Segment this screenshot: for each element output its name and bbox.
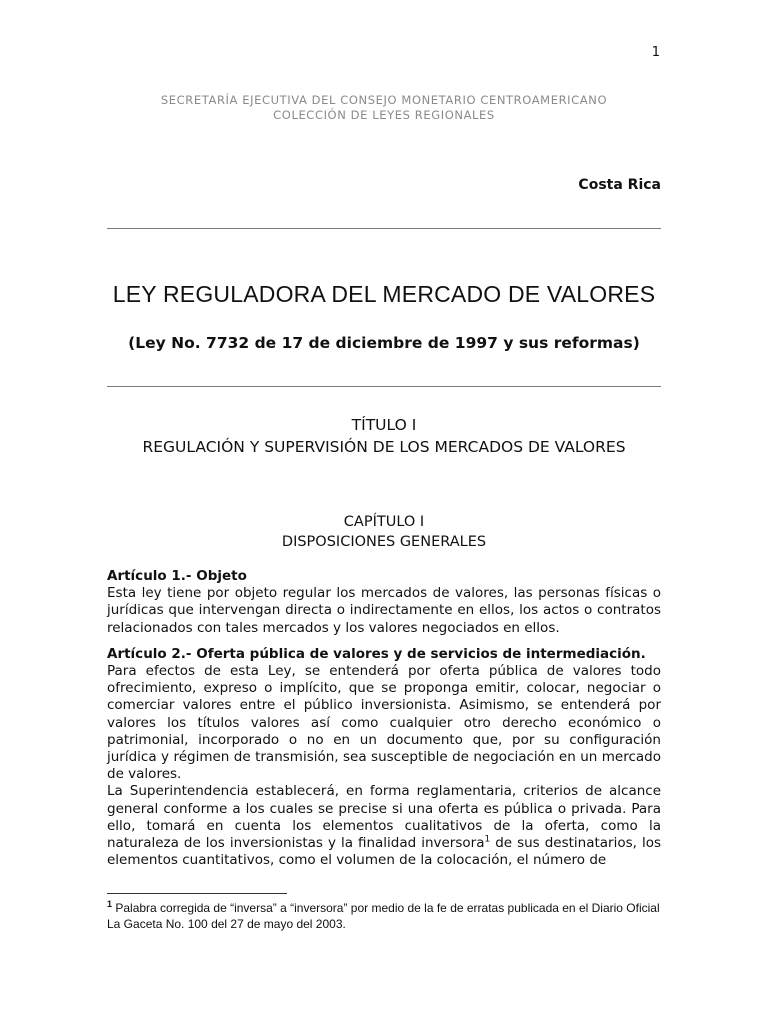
- article-2-paragraph-2-text: La Superintendencia establecerá, en forma reglamentaria, criterios de alcance general conforme a los cuales se precise si una oferta es pública o privada. Para ello, tomará en cuenta los elementos cualitativos de la oferta, como la naturaleza de los inversionistas y la finalidad inversora: [107, 783, 661, 852]
- article-2: [107, 646, 661, 870]
- article-1-paragraph: Esta ley tiene por objeto regular los mercados de valores, las personas físicas o jurídicas que intervengan directa o indirectamente en ellos, los actos o contratos relacionados con tales mercados y los valores negociados en ellos.: [107, 585, 661, 636]
- article-1: [107, 568, 661, 637]
- capitulo-label: CAPÍTULO I: [343, 514, 425, 530]
- secretariat-header: [0, 93, 768, 123]
- capitulo-heading: [120, 512, 648, 552]
- article-1-heading: Artículo 1.- Objeto: [107, 568, 247, 584]
- titulo-label: TÍTULO I: [351, 416, 417, 434]
- article-2-paragraph-1: Para efectos de esta Ley, se entenderá por oferta pública de valores todo ofrecimiento, expreso o implícito, que se proponga emitir, colocar, negociar o comerciar valores entre el público inversionista. Asimismo, se entenderá por valores los títulos valores así como cualquier otro derecho económico o patrimonial, incorporado o no en un documento que, por su configuración jurídica y régimen de transmisión, sea susceptible de negociación en un mercado de valores.: [107, 663, 661, 783]
- articles-body: [107, 568, 661, 869]
- law-title: LEY REGULADORA DEL MERCADO DE VALORES: [112, 281, 656, 307]
- article-2-heading: Artículo 2.- Oferta pública de valores y de servicios de intermediación.: [107, 645, 646, 662]
- secretariat-line-1: SECRETARÍA EJECUTIVA DEL CONSEJO MONETARIO CENTROAMERICANO: [160, 93, 608, 107]
- divider-bottom: [107, 386, 661, 387]
- country-label: Costa Rica: [578, 177, 661, 193]
- titulo-name: REGULACIÓN Y SUPERVISIÓN DE LOS MERCADOS DE VALORES: [142, 438, 626, 456]
- article-2-paragraph-2: [107, 783, 661, 869]
- law-subtitle: (Ley No. 7732 de 17 de diciembre de 1997 y sus reformas): [128, 334, 640, 352]
- footnote-divider: [107, 893, 287, 894]
- article-2-paragraph-2-continuation: de sus destinatarios, los elementos cuantitativos, como el volumen de la colocación, el número de: [107, 835, 661, 869]
- footnote-reference[interactable]: 1: [484, 834, 491, 845]
- footnote: [107, 900, 667, 932]
- titulo-heading: [120, 414, 648, 458]
- divider-top: [107, 228, 661, 229]
- page-number: 1: [651, 45, 660, 60]
- footnote-marker: 1: [107, 899, 113, 909]
- secretariat-line-2: COLECCIÓN DE LEYES REGIONALES: [273, 108, 495, 122]
- footnote-text: Palabra corregida de “inversa” a “inversora” por medio de la fe de erratas publicada en el Diario Oficial La Gaceta No. 100 del 27 de mayo del 2003.: [107, 901, 660, 931]
- capitulo-name: DISPOSICIONES GENERALES: [281, 534, 487, 550]
